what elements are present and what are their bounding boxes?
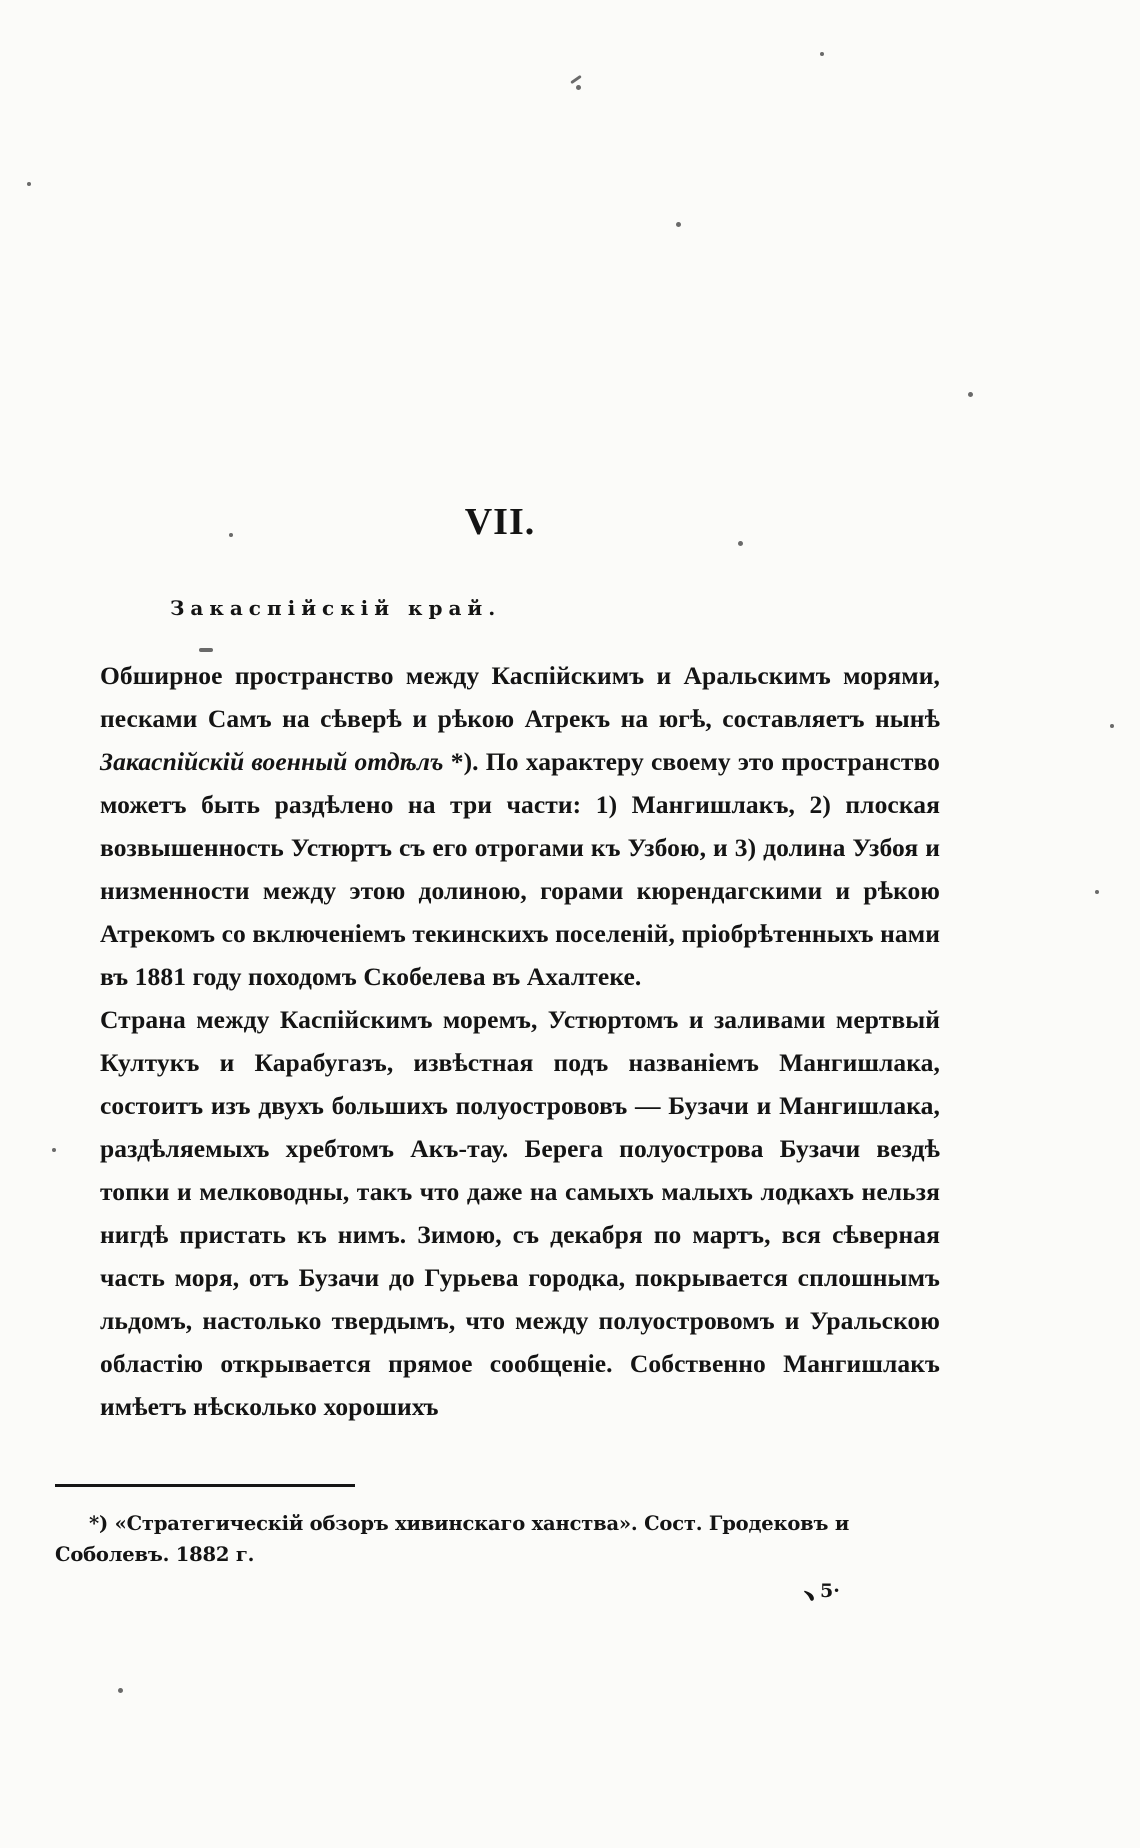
scan-speck	[1095, 890, 1099, 894]
scan-speck	[576, 85, 581, 90]
paragraph-1-part-1: Обширное пространство между Каспійскимъ и Аральскимъ морями, песками Самъ на сѣверѣ и рѣкою Атрекъ на югѣ, составляетъ нынѣ	[100, 661, 940, 733]
scan-speck	[27, 182, 31, 186]
paragraph-1	[100, 654, 940, 998]
paragraph-2: Страна между Каспійскимъ моремъ, Устюртомъ и заливами мертвый Култукъ и Карабугазъ, извѣстная подъ названіемъ Мангишлака, состоитъ изъ двухъ большихъ полуострововъ — Бузачи и Мангишлака, раздѣляемыхъ хребтомъ Акъ-тау. Берега полуострова Бузачи вездѣ топки и мелководны, такъ что даже на самыхъ малыхъ лодкахъ нельзя нигдѣ пристать къ нимъ. Зимою, съ декабря по мартъ, вся сѣверная часть моря, отъ Бузачи до Гурьева городка, покрывается сплошнымъ льдомъ, настолько твердымъ, что между полуостровомъ и Уральскою областію открывается прямое сообщеніе. Собственно Мангишлакъ имѣетъ нѣсколько хорошихъ	[100, 1005, 940, 1421]
scan-speck	[52, 1148, 56, 1152]
footnote	[55, 1508, 935, 1570]
body-text	[100, 654, 940, 1428]
paragraph-1-italic-title: Закаспійскій военный отдѣлъ	[100, 747, 444, 776]
scan-speck	[1110, 724, 1114, 728]
page-number-value: 5	[820, 1580, 834, 1602]
page-number-dot: ·	[833, 1580, 840, 1602]
scan-speck	[676, 222, 681, 227]
scan-speck	[118, 1688, 123, 1693]
page-content	[100, 500, 940, 1428]
chapter-title: Закаспійскій край.	[170, 596, 502, 620]
page-number	[802, 1580, 840, 1605]
footnote-marker: *)	[89, 1512, 109, 1535]
scan-speck	[820, 52, 824, 56]
footnote-divider	[55, 1484, 355, 1487]
scan-speck	[570, 75, 582, 84]
chapter-number: VII.	[464, 501, 536, 543]
scan-speck	[968, 392, 973, 397]
paragraph-1-part-2: *). По характеру своему это пространство можетъ быть раздѣлено на три части: 1) Мангишлакъ, 2) плоская возвышенность Устюртъ съ его отрогами къ Узбою, и 3) долина Узбоя и низменности между этою долиною, горами кюрендагскими и рѣкою Атрекомъ со включеніемъ текинскихъ поселеній, пріобрѣтенныхъ нами въ 1881 году походомъ Скобелева въ Ахалтеке.	[100, 747, 941, 991]
footnote-text: «Стратегическій обзоръ хивинскаго ханства». Сост. Гродековъ и Соболевъ. 1882 г.	[55, 1512, 850, 1566]
page-number-tick: ﹅	[802, 1589, 816, 1605]
